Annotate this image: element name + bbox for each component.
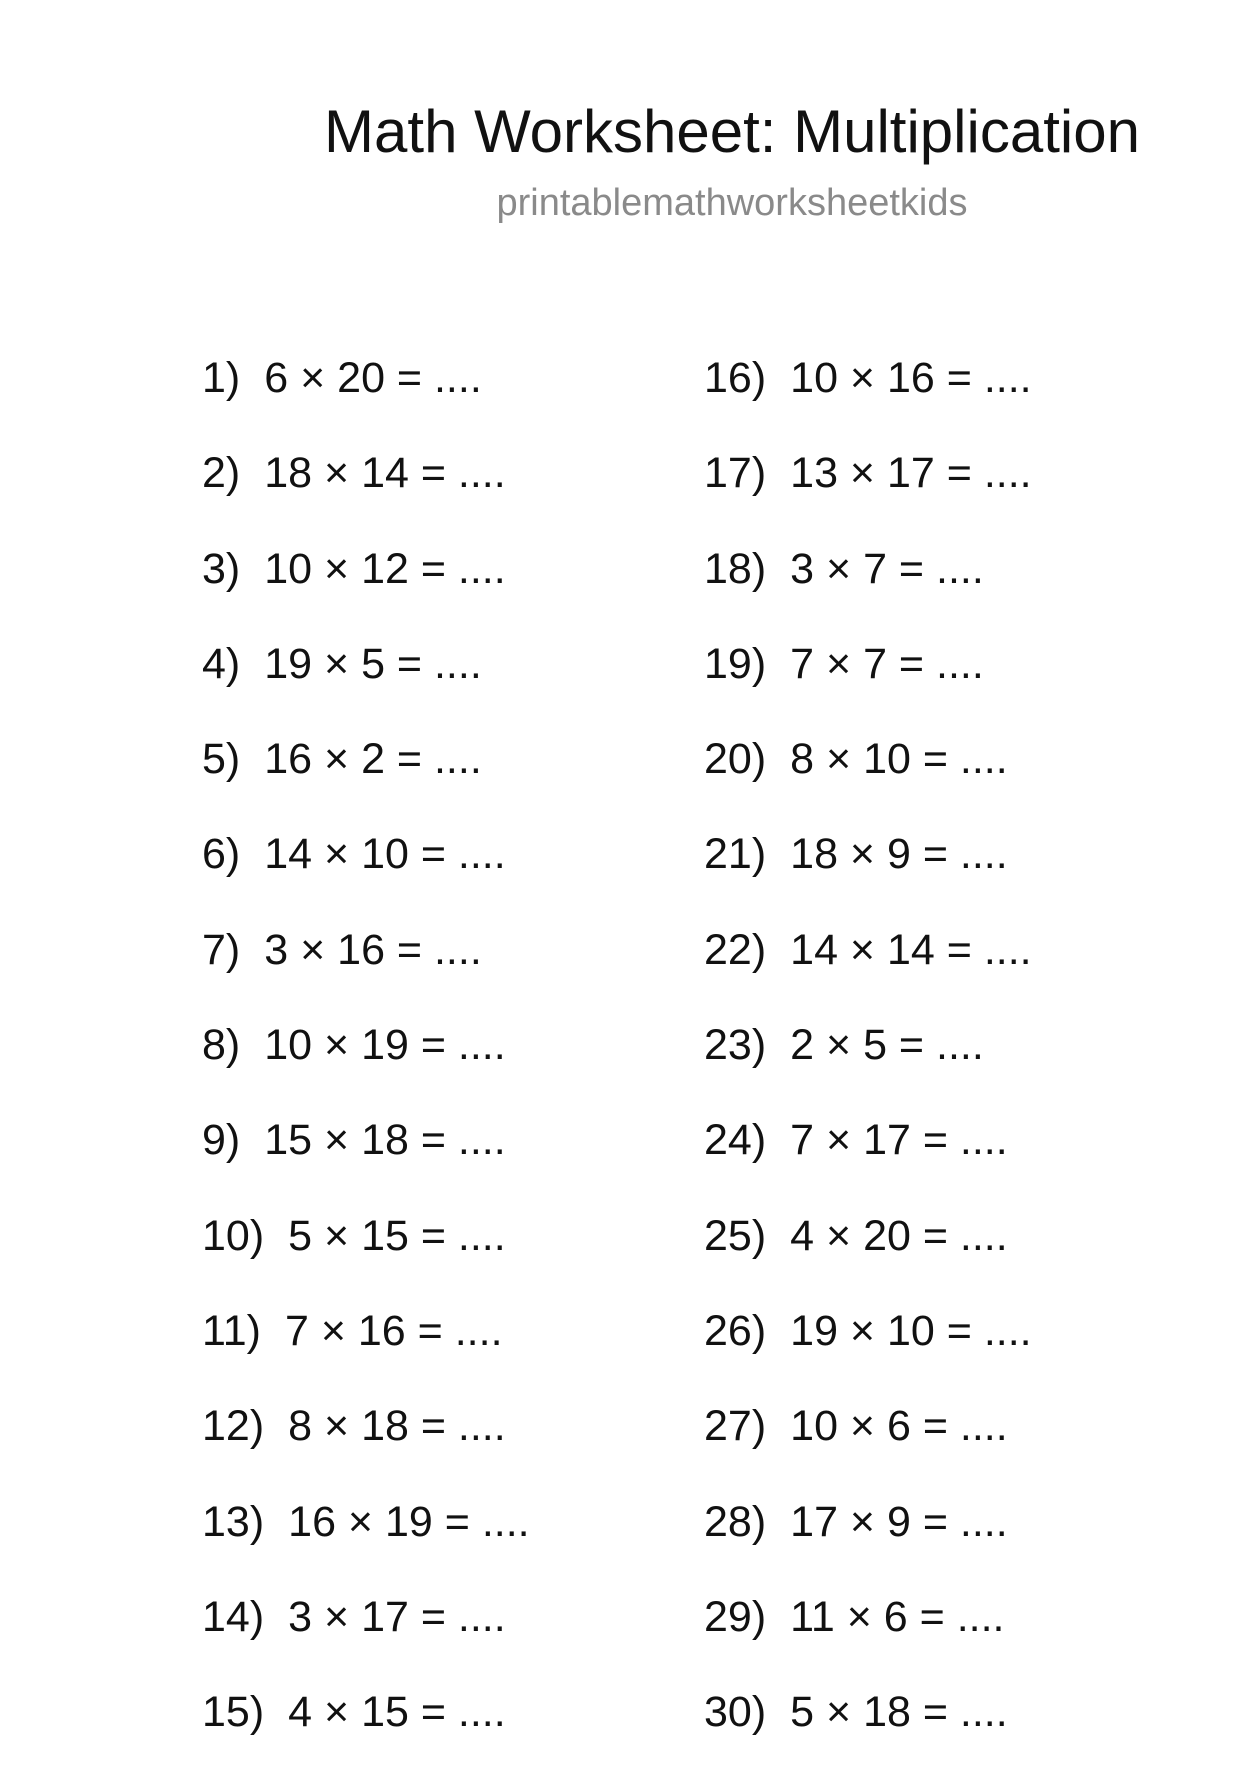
problem-expression: 8 × 10 = .... (790, 735, 1008, 784)
problem-number: 2) (202, 449, 241, 498)
problem-number: 21) (704, 830, 767, 879)
problem-expression: 10 × 12 = .... (264, 544, 506, 593)
problem-number: 1) (202, 354, 241, 402)
page-subtitle: printablemathworksheetkids (496, 182, 968, 224)
problem-14 (202, 1591, 530, 1686)
problem-number: 28) (704, 1497, 767, 1546)
problem-expression: 5 × 18 = .... (790, 1688, 1008, 1737)
problem-28 (704, 1496, 1032, 1591)
problem-18 (704, 543, 1032, 638)
problem-expression: 3 × 16 = .... (264, 925, 482, 974)
problem-expression: 2 × 5 = .... (790, 1021, 984, 1070)
problem-9 (202, 1114, 530, 1209)
problem-12 (202, 1400, 530, 1495)
problems-column-right (704, 352, 1032, 1781)
problem-4 (202, 638, 530, 733)
problem-expression: 18 × 14 = .... (264, 449, 506, 498)
problem-7 (202, 924, 530, 1019)
problem-22 (704, 924, 1032, 1019)
problem-1 (202, 352, 530, 447)
problem-15 (202, 1686, 530, 1781)
problem-number: 9) (202, 1116, 241, 1165)
problem-11 (202, 1305, 530, 1400)
problem-8 (202, 1019, 530, 1114)
problem-23 (704, 1019, 1032, 1114)
problem-expression: 3 × 17 = .... (288, 1592, 506, 1641)
problem-30 (704, 1686, 1032, 1781)
problem-expression: 14 × 10 = .... (264, 830, 506, 879)
problem-2 (202, 447, 530, 542)
problem-17 (704, 447, 1032, 542)
problem-number: 13) (202, 1497, 265, 1546)
problem-13 (202, 1496, 530, 1591)
problem-expression: 7 × 16 = .... (284, 1306, 503, 1355)
problem-number: 5) (202, 735, 241, 784)
problem-number: 18) (704, 544, 767, 593)
problem-expression: 17 × 9 = .... (790, 1497, 1008, 1546)
problem-expression: 4 × 15 = .... (288, 1688, 506, 1737)
problem-expression: 8 × 18 = .... (288, 1402, 506, 1451)
problem-5 (202, 733, 530, 828)
problem-10 (202, 1210, 530, 1305)
problem-19 (704, 638, 1032, 733)
problem-16 (704, 352, 1032, 447)
problem-number: 20) (704, 735, 767, 784)
problem-27 (704, 1400, 1032, 1495)
page-title: Math Worksheet: Multiplication (324, 98, 1140, 165)
problem-expression: 4 × 20 = .... (790, 1211, 1008, 1260)
problem-number: 27) (704, 1402, 767, 1451)
problem-number: 25) (704, 1211, 767, 1260)
problem-26 (704, 1305, 1032, 1400)
problem-number: 30) (704, 1688, 767, 1737)
problem-number: 24) (704, 1116, 767, 1165)
problem-6 (202, 828, 530, 923)
problem-expression: 7 × 7 = .... (790, 639, 984, 688)
problem-number: 19) (704, 639, 767, 688)
problem-number: 15) (202, 1688, 265, 1737)
problem-number: 17) (704, 449, 767, 498)
problem-expression: 16 × 19 = .... (288, 1497, 530, 1546)
problem-number: 4) (202, 639, 241, 688)
problem-21 (704, 828, 1032, 923)
problem-number: 14) (202, 1592, 265, 1641)
problem-3 (202, 543, 530, 638)
problem-number: 26) (704, 1306, 767, 1355)
problem-25 (704, 1210, 1032, 1305)
problem-number: 3) (202, 544, 241, 593)
problem-20 (704, 733, 1032, 828)
problem-expression: 19 × 5 = .... (264, 639, 482, 688)
problems-column-left (202, 352, 530, 1781)
problem-29 (704, 1591, 1032, 1686)
problem-expression: 5 × 15 = .... (288, 1211, 506, 1260)
problem-expression: 10 × 19 = .... (264, 1021, 506, 1070)
problem-expression: 3 × 7 = .... (790, 544, 984, 593)
problem-number: 8) (202, 1021, 241, 1070)
problem-expression: 15 × 18 = .... (264, 1116, 506, 1165)
problem-expression: 7 × 17 = .... (790, 1116, 1008, 1165)
problem-expression: 18 × 9 = .... (790, 830, 1008, 879)
problem-number: 11) (202, 1306, 261, 1355)
problem-expression: 16 × 2 = .... (264, 735, 482, 784)
problem-number: 10) (202, 1211, 265, 1260)
problem-expression: 10 × 6 = .... (790, 1402, 1008, 1451)
problem-expression: 19 × 10 = .... (790, 1306, 1032, 1355)
problem-number: 7) (202, 925, 241, 974)
problem-number: 12) (202, 1402, 265, 1451)
problem-number: 16) (704, 354, 767, 402)
problem-24 (704, 1114, 1032, 1209)
problem-expression: 13 × 17 = .... (790, 449, 1032, 498)
problem-expression: 14 × 14 = .... (790, 925, 1032, 974)
problem-expression: 10 × 16 = .... (790, 354, 1032, 402)
problem-number: 22) (704, 925, 767, 974)
problem-number: 29) (704, 1592, 767, 1641)
problem-number: 23) (704, 1021, 767, 1070)
problem-expression: 11 × 6 = .... (790, 1592, 1005, 1641)
problem-number: 6) (202, 830, 241, 879)
problem-expression: 6 × 20 = .... (264, 354, 482, 402)
